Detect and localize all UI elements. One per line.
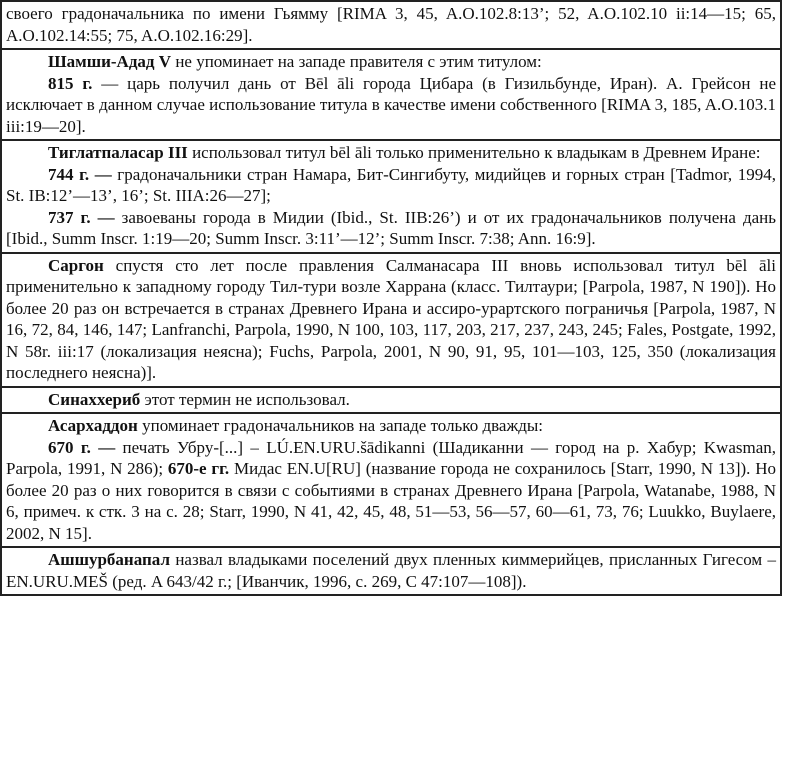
paragraph bbox=[6, 437, 776, 545]
bold-heading-text: Синаххериб bbox=[48, 389, 141, 409]
bold-heading-text: Шамши-Адад V bbox=[48, 52, 172, 71]
bold-heading-text: Ашшурбанапал bbox=[48, 550, 170, 569]
paragraph bbox=[6, 549, 776, 592]
table-cell bbox=[1, 140, 781, 253]
table-cell bbox=[1, 1, 781, 49]
bold-heading-text: 670-е гг. bbox=[167, 459, 230, 478]
bold-heading-text: 737 г. — bbox=[48, 207, 115, 227]
table-cell bbox=[1, 387, 781, 414]
paragraph bbox=[6, 207, 776, 250]
table-body bbox=[1, 1, 781, 595]
body-text: назвал владыками поселений двух пленных киммерийцев, присланных Гигесом – EN.URU.MEŠ (ред. A 643/42 г.; [Иванчик, 1996, с. 269, C 47:107—108]). bbox=[6, 550, 776, 591]
bold-heading-text: 815 г. bbox=[48, 73, 93, 93]
table-cell bbox=[1, 253, 781, 387]
table-row bbox=[1, 387, 781, 414]
paragraph bbox=[6, 51, 776, 73]
body-text: градоначальники стран Намара, Бит-Сингибуту, мидийцев и горных стран [Tadmor, 1994, St. IB:12’—13’, 16’; St. IIIA:26—27]; bbox=[6, 164, 776, 205]
bold-heading-text: 670 г. — bbox=[48, 437, 116, 457]
table-cell bbox=[1, 547, 781, 595]
body-text: спустя сто лет после правления Салманасара III вновь использовал титул bēl āli применительно к западному городу Тил-тури возле Харрана (класс. Тилтаури; [Parpola, 1987, N 190]). Но более 20 раз он встречается в странах Древнего Ирана и ассиро-урартского пограничья [Parpola, 1987, N 16, 72, 84, 146, 147; Lanfranchi, Parpola, 1990, N 100, 103, 117, 203, 217, 237, 243, 245; Fales, Postgate, 1992, N 58r. iii:17 (локализация неясна); Fuchs, Parpola, 2001, N 90, 91, 95, 101—103, 125, 350 (локализация последнего неясна)]. bbox=[6, 255, 776, 382]
bold-heading-text: Асархаддон bbox=[48, 416, 138, 435]
body-text: своего градоначальника по имени Гьямму [RIMA 3, 45, A.O.102.8:13’; 52, A.O.102.10 ii:14—15; 65, A.O.102.14:55; 75, A.O.102.16:29]. bbox=[6, 4, 776, 45]
body-text: этот термин не использовал. bbox=[140, 389, 350, 409]
body-text: упоминает градоначальников на западе только дважды: bbox=[137, 416, 543, 435]
table-row bbox=[1, 413, 781, 547]
table-row bbox=[1, 49, 781, 140]
table-cell bbox=[1, 413, 781, 547]
table-row bbox=[1, 140, 781, 253]
paragraph bbox=[6, 389, 776, 411]
bold-heading-text: Тиглатпаласар III bbox=[48, 143, 188, 162]
paragraph bbox=[6, 164, 776, 207]
body-text: завоеваны города в Мидии (Ibid., St. IIB:26’) и от их градоначальников получена дань [Ibid., Summ Inscr. 1:19—20; Summ Inscr. 3:11’—12’; Summ Inscr. 7:38; Ann. 16:9]. bbox=[6, 207, 776, 248]
body-text: печать Убру-[...] – LÚ.EN.URU.šādikanni (Шадиканни — город на р. Хабур; Kwasman, Parpola, 1991, N 286); bbox=[6, 437, 776, 478]
bold-heading-text: Саргон bbox=[48, 255, 104, 275]
paragraph bbox=[6, 415, 776, 437]
paragraph bbox=[6, 73, 776, 138]
paragraph bbox=[6, 255, 776, 384]
table-cell bbox=[1, 49, 781, 140]
body-text: — царь получил дань от Bēl āli города Цибара (в Гизильбунде, Иран). А. Грейсон не исключает в данном случае использование титула в качестве имени собственного [RIMA 3, 185, A.O.103.1 iii:19—20]. bbox=[6, 73, 776, 136]
body-text: не упоминает на западе правителя с этим титулом: bbox=[171, 52, 542, 71]
paragraph bbox=[6, 3, 776, 46]
body-text: использовал титул bēl āli только применительно к владыкам в Древнем Иране: bbox=[187, 143, 761, 162]
body-text: Мидас EN.U[RU] (название города не сохранилось [Starr, 1990, N 13]). Но более 20 раз о них говорится в связи с событиями в странах Древнего Ирана [Parpola, Watanabe, 1988, N 6, примеч. к стк. 3 на с. 28; Starr, 1990, N 41, 42, 45, 48, 51—53, 56—57, 60—61, 73, 76; Luukko, Buylaere, 2002, N 15]. bbox=[6, 459, 777, 543]
paragraph bbox=[6, 142, 776, 164]
table-row bbox=[1, 547, 781, 595]
table-row bbox=[1, 253, 781, 387]
table-row bbox=[1, 1, 781, 49]
bold-heading-text: 744 г. — bbox=[48, 164, 112, 184]
